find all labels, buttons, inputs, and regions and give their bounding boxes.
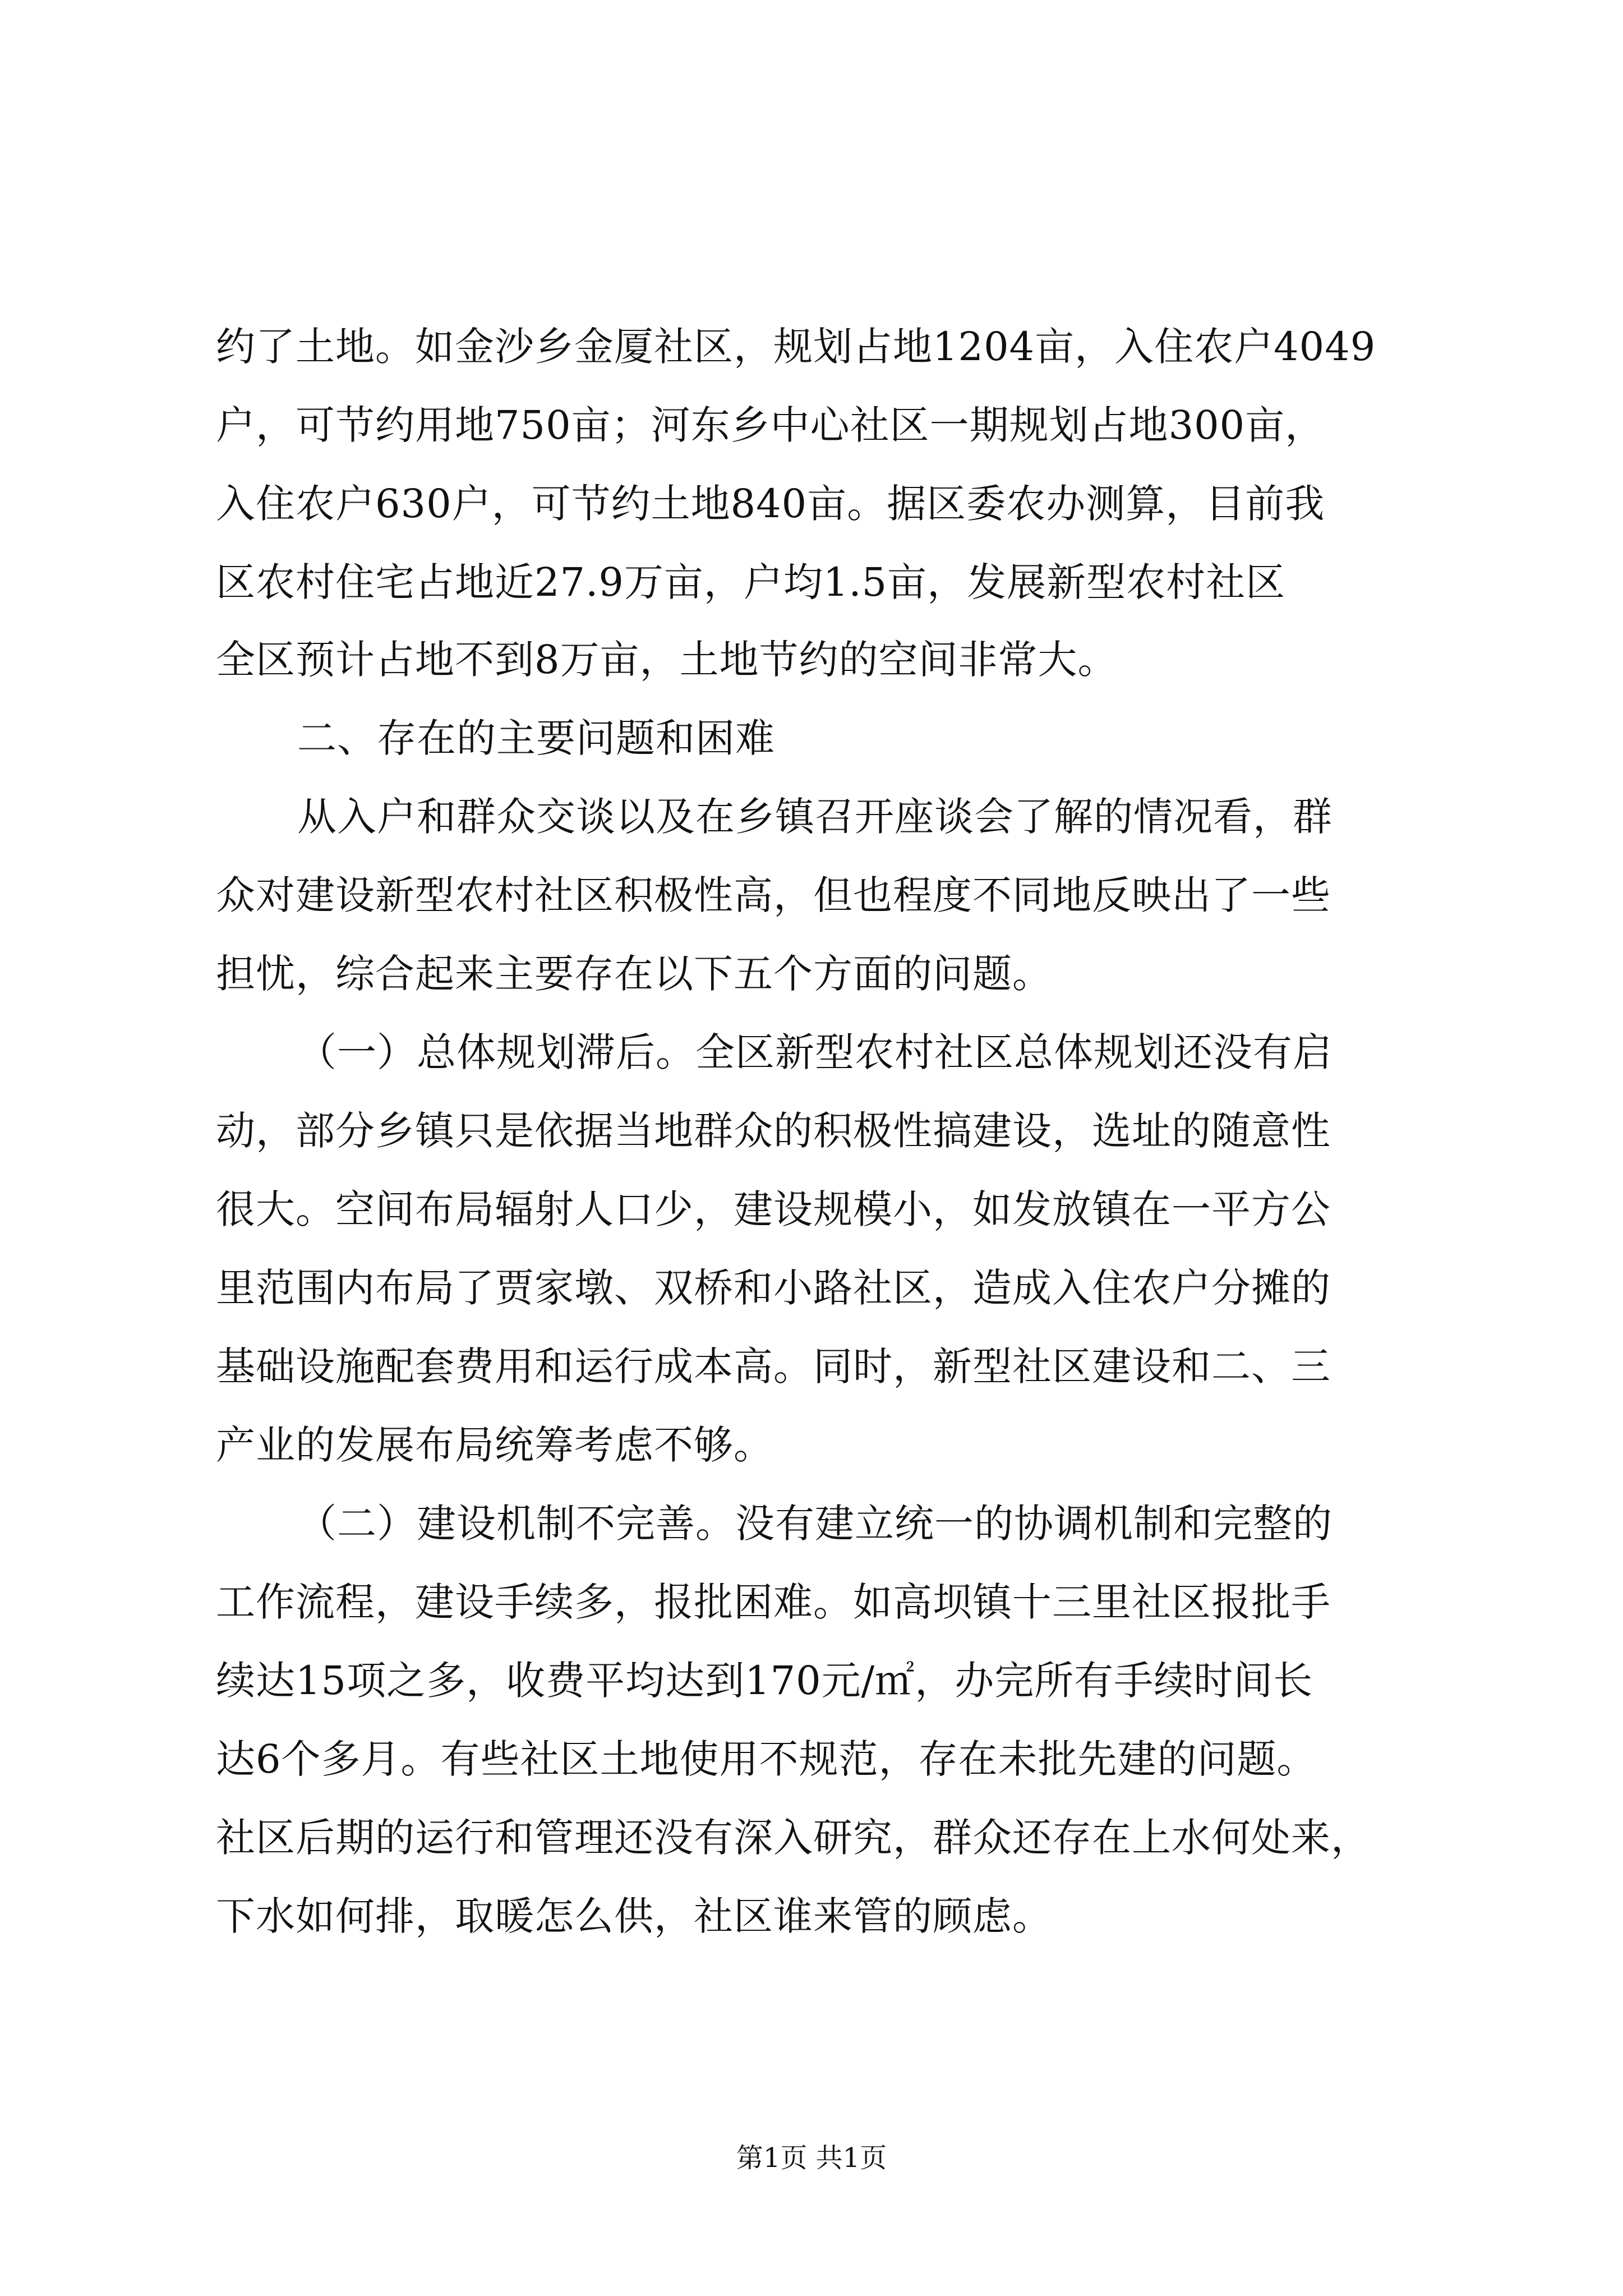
- text-line: 基础设施配套费用和运行成本高。同时，新型社区建设和二、三: [216, 1343, 1331, 1389]
- section-heading: 二、存在的主要问题和困难: [297, 715, 775, 761]
- text-line: （二）建设机制不完善。没有建立统一的协调机制和完整的: [297, 1501, 1332, 1547]
- text-line: 达6个多月。有些社区土地使用不规范，存在未批先建的问题。: [216, 1736, 1317, 1782]
- text-line: 里范围内布局了贾家墩、双桥和小路社区，造成入住农户分摊的: [216, 1265, 1331, 1311]
- text-line: 很大。空间布局辐射人口少，建设规模小，如发放镇在一平方公: [216, 1186, 1331, 1232]
- text-line: 动，部分乡镇只是依据当地群众的积极性搞建设，选址的随意性: [216, 1108, 1331, 1154]
- text-line: 区农村住宅占地近27.9万亩，户均1.5亩，发展新型农村社区: [216, 559, 1286, 605]
- text-line: 众对建设新型农村社区积极性高，但也程度不同地反映出了一些: [216, 872, 1331, 918]
- text-line: 入住农户630户，可节约土地840亩。据区委农办测算，目前我: [216, 481, 1325, 527]
- text-line: 约了土地。如金沙乡金厦社区，规划占地1204亩，入住农户4049: [216, 324, 1376, 370]
- text-line: 产业的发展布局统筹考虑不够。: [216, 1422, 773, 1468]
- text-line: （一）总体规划滞后。全区新型农村社区总体规划还没有启: [297, 1029, 1332, 1075]
- text-line: 户，可节约用地750亩；河东乡中心社区一期规划占地300亩，: [216, 402, 1325, 448]
- text-line: 下水如何排，取暖怎么供，社区谁来管的顾虑。: [216, 1893, 1052, 1939]
- text-line: 续达15项之多，收费平均达到170元/㎡，办完所有手续时间长: [216, 1658, 1313, 1704]
- text-line: 从入户和群众交谈以及在乡镇召开座谈会了解的情况看，群: [297, 794, 1332, 840]
- text-line: 担忧，综合起来主要存在以下五个方面的问题。: [216, 951, 1052, 997]
- page-footer: 第1页 共1页: [736, 2142, 887, 2174]
- text-line: 工作流程，建设手续多，报批困难。如高坝镇十三里社区报批手: [216, 1579, 1331, 1625]
- text-line: 全区预计占地不到8万亩，土地节约的空间非常大。: [216, 637, 1118, 683]
- text-line: 社区后期的运行和管理还没有深入研究，群众还存在上水何处来，: [216, 1815, 1371, 1861]
